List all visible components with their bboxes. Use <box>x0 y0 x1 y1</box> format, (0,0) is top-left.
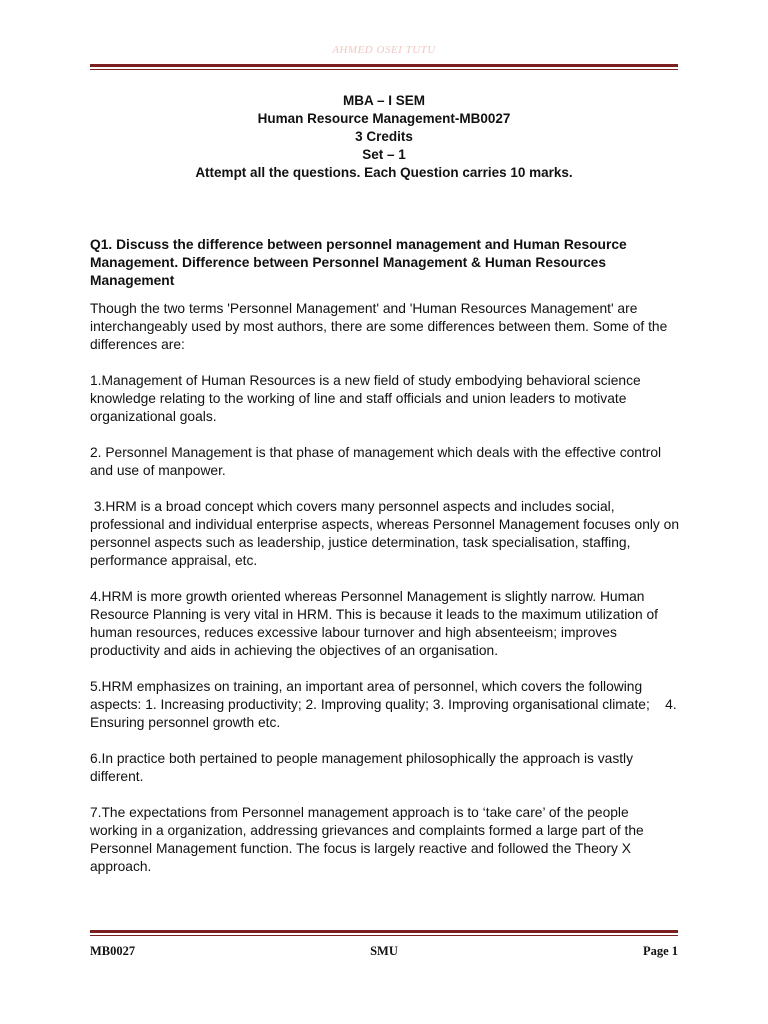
paragraph-point-3: 3.HRM is a broad concept which covers many personnel aspects and includes social, professional and individual enterprise aspects, whereas Personnel Management focuses only on personnel aspects such as leadership, justice determination, task specialisation, staffing, performance appraisal, etc. <box>90 499 683 568</box>
question-heading: Q1. Discuss the difference between personnel management and Human Resource Management. Difference between Personnel Management & Human Resources Management <box>90 237 627 288</box>
instructions-line: Attempt all the questions. Each Question carries 10 marks. <box>195 165 573 180</box>
footer-page-number: Page 1 <box>642 944 678 958</box>
header-watermark: AHMED OSEI TUTU <box>332 44 436 56</box>
set-line: Set – 1 <box>362 147 406 162</box>
paragraph-point-5: 5.HRM emphasizes on training, an important area of personnel, which covers the following aspects: 1. Increasing productivity; 2. Improving quality; 3. Improving organisational climate; 4. Ensuring personnel growth etc. <box>90 679 681 730</box>
paragraph-point-7: 7.The expectations from Personnel management approach is to ‘take care’ of the people working in a organization, addressing grievances and complaints formed a large part of the Personnel Management function. The focus is largely reactive and followed the Theory X approach. <box>90 805 644 874</box>
footer-rule <box>90 930 678 936</box>
footer-institution: SMU <box>370 944 398 958</box>
paragraph-intro: Though the two terms 'Personnel Management' and 'Human Resources Management' are interchangeably used by most authors, there are some differences between them. Some of the differences are: <box>90 301 668 352</box>
document-body <box>90 236 683 894</box>
paragraph-point-6: 6.In practice both pertained to people management philosophically the approach is vastly different. <box>90 751 634 784</box>
program-title: MBA – I SEM <box>342 93 425 108</box>
footer-course-code: MB0027 <box>90 944 136 958</box>
paragraph-point-4: 4.HRM is more growth oriented whereas Personnel Management is slightly narrow. Human Resource Planning is very vital in HRM. This is because it leads to the maximum utilization of human resources, reduces excessive labour turnover and high absenteeism; improves productivity and aids in achieving the objectives of an organisation. <box>90 589 658 658</box>
paragraph-point-1: 1.Management of Human Resources is a new field of study embodying behavioral science knowledge relating to the working of line and staff officials and union leaders to motivate organizational goals. <box>90 373 641 424</box>
credits-line: 3 Credits <box>355 129 413 144</box>
course-title: Human Resource Management-MB0027 <box>257 111 511 126</box>
title-block <box>90 92 678 182</box>
paragraph-point-2: 2. Personnel Management is that phase of management which deals with the effective control and use of manpower. <box>90 445 662 478</box>
header-rule <box>90 64 678 70</box>
page-footer <box>90 944 678 962</box>
